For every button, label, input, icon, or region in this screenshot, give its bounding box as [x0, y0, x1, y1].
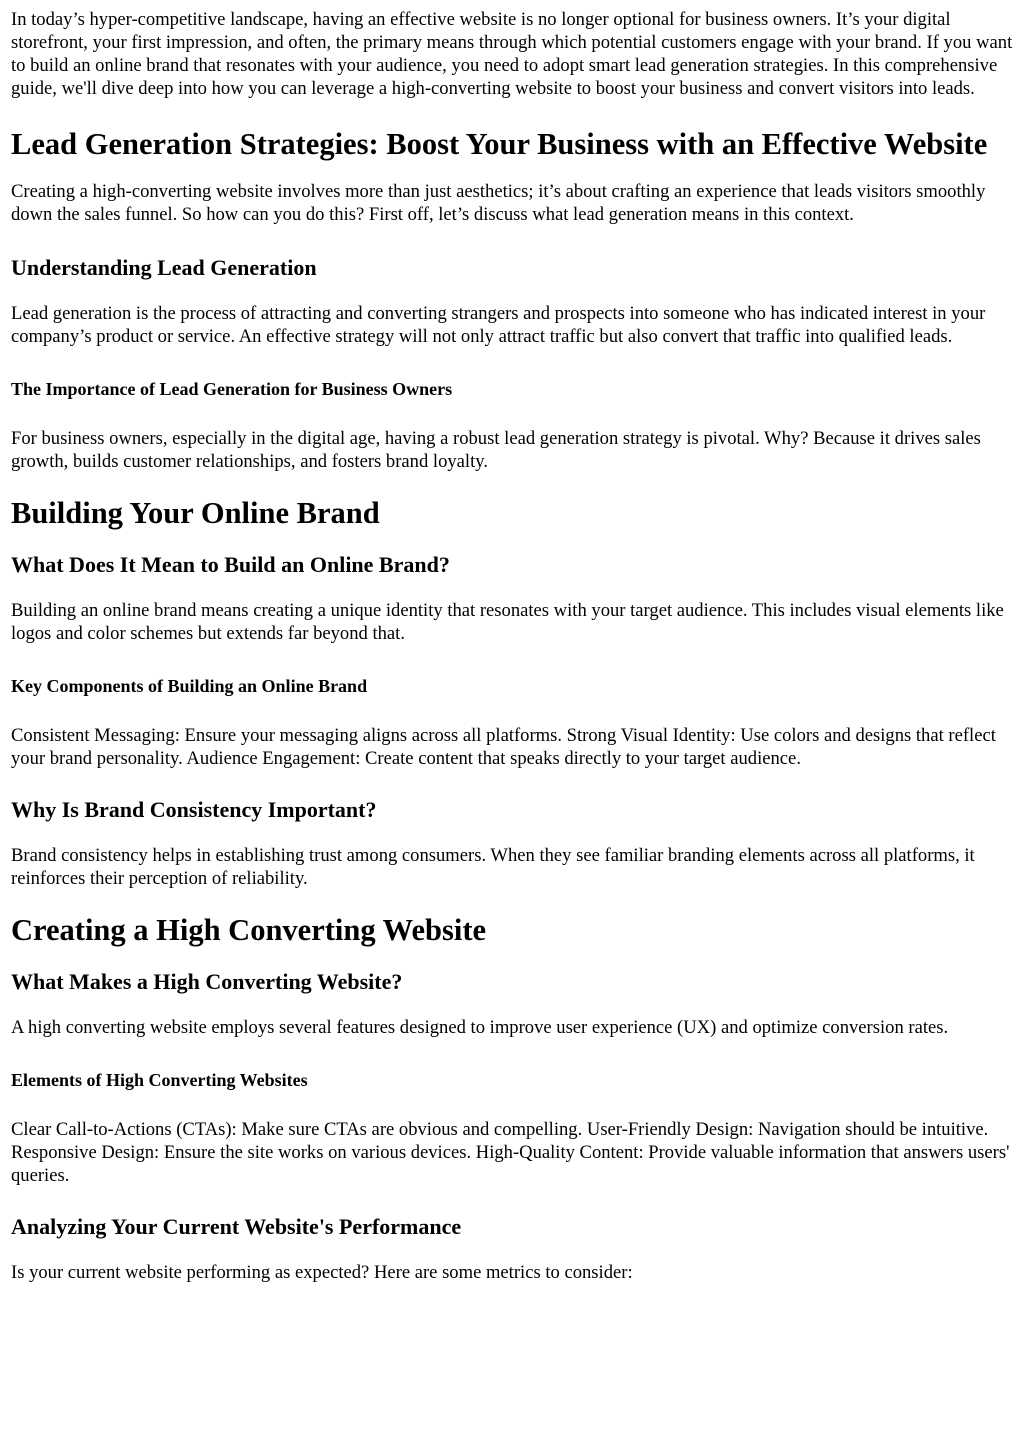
heading-what-does-it-mean: What Does It Mean to Build an Online Brand?: [11, 552, 450, 577]
paragraph-lead-generation-definition: Lead generation is the process of attracting and converting strangers and prospects into someone who has indicated interest in your company’s product or service. An effective strategy will not only attract traffic but also convert that traffic into qualified leads.: [11, 303, 986, 347]
heading-elements-of-websites: Elements of High Converting Websites: [11, 1070, 308, 1090]
intro-paragraph: In today’s hyper-competitive landscape, having an effective website is no longer optional for business owners. It’s your digital storefront, your first impression, and often, the primary means through which potential customers engage with your brand. If you want to build an online brand that resonates with your audience, you need to adopt smart lead generation strategies. In this comprehensive guide, we'll dive deep into how you can leverage a high-converting website to boost your business and convert visitors into leads.: [11, 9, 1013, 99]
heading-analyzing-performance: Analyzing Your Current Website's Performance: [11, 1214, 462, 1239]
paragraph-business-owners: For business owners, especially in the digital age, having a robust lead generation strategy is pivotal. Why? Because it drives sales growth, builds customer relationships, and fosters brand loyalty.: [11, 428, 981, 472]
paragraph-elements: Clear Call-to-Actions (CTAs): Make sure CTAs are obvious and compelling. User-Friendly Design: Navigation should be intuitive. Responsive Design: Ensure the site works on various devices. High-Quality Content: Provide valuable information that answers users' queries.: [11, 1119, 1010, 1186]
paragraph-key-components: Consistent Messaging: Ensure your messaging aligns across all platforms. Strong Visual Identity: Use colors and designs that reflect your brand personality. Audience Engagement: Create content that speaks directly to your target audience.: [11, 725, 996, 769]
paragraph-online-brand: Building an online brand means creating a unique identity that resonates with your target audience. This includes visual elements like logos and color schemes but extends far beyond that.: [11, 600, 1004, 644]
paragraph-creating-website: Creating a high-converting website involves more than just aesthetics; it’s about crafting an experience that leads visitors smoothly down the sales funnel. So how can you do this? First off, let’s discuss what lead generation means in this context.: [11, 181, 986, 225]
heading-building-online-brand: Building Your Online Brand: [11, 496, 380, 530]
heading-lead-generation-strategies: Lead Generation Strategies: Boost Your Business with an Effective Website: [11, 127, 988, 161]
paragraph-analyzing: Is your current website performing as expected? Here are some metrics to consider:: [11, 1262, 633, 1283]
heading-creating-high-converting-website: Creating a High Converting Website: [11, 913, 487, 947]
heading-brand-consistency: Why Is Brand Consistency Important?: [11, 797, 377, 822]
heading-understanding-lead-generation: Understanding Lead Generation: [11, 255, 317, 280]
heading-what-makes-high-converting: What Makes a High Converting Website?: [11, 969, 403, 994]
heading-key-components: Key Components of Building an Online Brand: [11, 676, 368, 696]
heading-importance-of-lead-generation: The Importance of Lead Generation for Business Owners: [11, 379, 453, 399]
paragraph-what-makes: A high converting website employs several features designed to improve user experience (UX) and optimize conversion rates.: [11, 1017, 949, 1038]
paragraph-brand-consistency: Brand consistency helps in establishing trust among consumers. When they see familiar branding elements across all platforms, it reinforces their perception of reliability.: [11, 845, 975, 889]
